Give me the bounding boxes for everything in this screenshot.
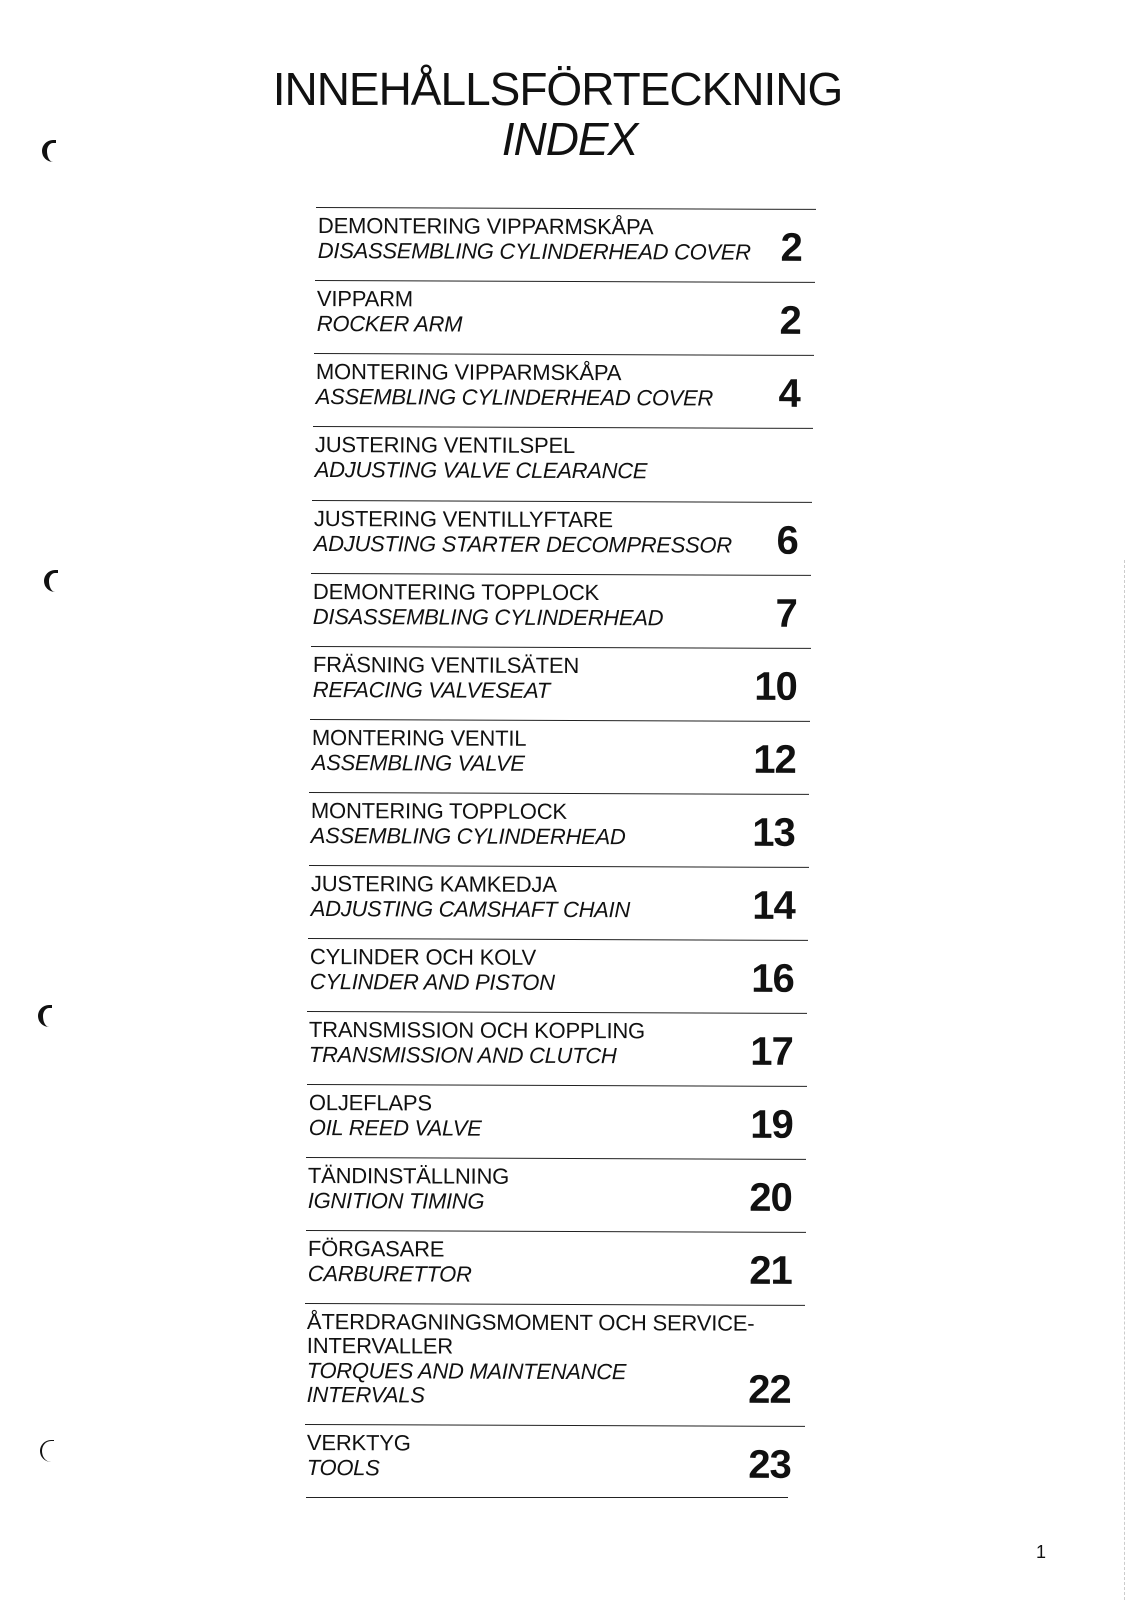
entry-title-english: ADJUSTING CAMSHAFT CHAIN (310, 896, 631, 923)
bottom-rule (306, 1497, 788, 1498)
entry-title-english: OIL REED VALVE (308, 1115, 482, 1141)
toc-entry[interactable] (309, 792, 809, 866)
entry-page-number: 2 (779, 298, 801, 343)
entry-title-english: TOOLS (306, 1455, 380, 1481)
entry-page-number: 2 (780, 225, 802, 270)
toc-entry[interactable] (314, 353, 814, 427)
toc-entry[interactable] (316, 207, 816, 281)
entry-title-english: ASSEMBLING CYLINDERHEAD COVER (315, 384, 714, 411)
toc-entry[interactable] (305, 1303, 805, 1425)
entry-title-swedish: CYLINDER OCH KOLV (309, 944, 537, 970)
entry-page-number: 19 (750, 1102, 793, 1147)
entry-page-number: 23 (748, 1442, 791, 1487)
toc-entry[interactable] (306, 1157, 806, 1231)
page-title: INNEHÅLLSFÖRTECKNING (272, 63, 843, 115)
entry-title-swedish: DEMONTERING TOPPLOCK (312, 579, 600, 606)
toc-entry[interactable] (315, 280, 815, 354)
entry-title-swedish: MONTERING VIPPARMSKÅPA (315, 359, 622, 386)
toc-entry[interactable] (313, 426, 813, 500)
entry-title-english: ADJUSTING STARTER DECOMPRESSOR (313, 531, 732, 558)
entry-title-english: TRANSMISSION AND CLUTCH (308, 1042, 617, 1069)
toc-entry[interactable] (305, 1424, 805, 1498)
entry-title-swedish: TÄNDINSTÄLLNING (307, 1163, 510, 1189)
entry-title-swedish: MONTERING VENTIL (311, 725, 527, 751)
entry-title-english: ASSEMBLING CYLINDERHEAD (310, 823, 626, 850)
entry-page-number: 12 (753, 737, 796, 782)
entry-title-english: ADJUSTING VALVE CLEARANCE (314, 457, 648, 484)
entry-page-number: 20 (749, 1175, 792, 1220)
entry-page-number: 17 (750, 1029, 793, 1074)
entry-page-number: 21 (749, 1248, 792, 1293)
toc-entry[interactable] (307, 1011, 807, 1085)
entry-title-swedish: OLJEFLAPS (308, 1090, 432, 1116)
toc-entry[interactable] (306, 1230, 806, 1304)
entry-title-swedish: JUSTERING KAMKEDJA (310, 871, 557, 897)
entry-title-swedish: FÖRGASARE (307, 1236, 445, 1262)
entry-page-number: 14 (752, 883, 795, 928)
entry-title-english: REFACING VALVESEAT (312, 677, 550, 703)
entry-title-english: IGNITION TIMING (307, 1188, 485, 1214)
entry-title-swedish: JUSTERING VENTILLYFTARE (313, 506, 613, 533)
entry-page-number: 13 (752, 810, 795, 855)
entry-title-swedish: VIPPARM (316, 286, 413, 312)
entry-title-swedish: MONTERING TOPPLOCK (310, 798, 567, 824)
paper-edge-line (1124, 560, 1125, 1600)
page-number: 1 (1036, 1542, 1047, 1562)
toc-entry[interactable] (311, 573, 811, 647)
toc-entry[interactable] (310, 719, 810, 793)
entry-page-number: 10 (754, 664, 797, 709)
entry-title-english: ASSEMBLING VALVE (311, 750, 525, 776)
entry-page-number: 16 (751, 956, 794, 1001)
entry-title-swedish: TRANSMISSION OCH KOPPLING (308, 1017, 646, 1044)
entry-title-english: TORQUES AND MAINTENANCE INTERVALS (306, 1358, 627, 1408)
entry-title-swedish: FRÄSNING VENTILSÄTEN (312, 652, 580, 679)
entry-page-number: 4 (778, 371, 800, 416)
entry-title-swedish: VERKTYG (306, 1430, 411, 1456)
toc-entry[interactable] (312, 500, 812, 574)
entry-title-swedish: ÅTERDRAGNINGSMOMENT OCH SERVICE-INTERVALLER (306, 1309, 755, 1359)
entry-title-english: DISASSEMBLING CYLINDERHEAD (312, 604, 664, 631)
toc-entry[interactable] (311, 646, 811, 720)
entry-title-swedish: JUSTERING VENTILSPEL (314, 432, 576, 459)
entry-page-number: 22 (748, 1367, 791, 1412)
entry-title-english: DISASSEMBLING CYLINDERHEAD COVER (317, 238, 751, 265)
page-subtitle: INDEX (501, 113, 638, 165)
toc-entry[interactable] (307, 1084, 807, 1158)
entry-title-english: CARBURETTOR (307, 1261, 472, 1287)
entry-page-number: 6 (776, 518, 798, 563)
entry-title-english: ROCKER ARM (316, 311, 463, 337)
entry-title-english: CYLINDER AND PISTON (309, 969, 555, 995)
toc-entry[interactable] (308, 938, 808, 1012)
toc-entry[interactable] (309, 865, 809, 939)
entry-title-swedish: DEMONTERING VIPPARMSKÅPA (317, 213, 654, 240)
entry-page-number: 7 (775, 591, 797, 636)
